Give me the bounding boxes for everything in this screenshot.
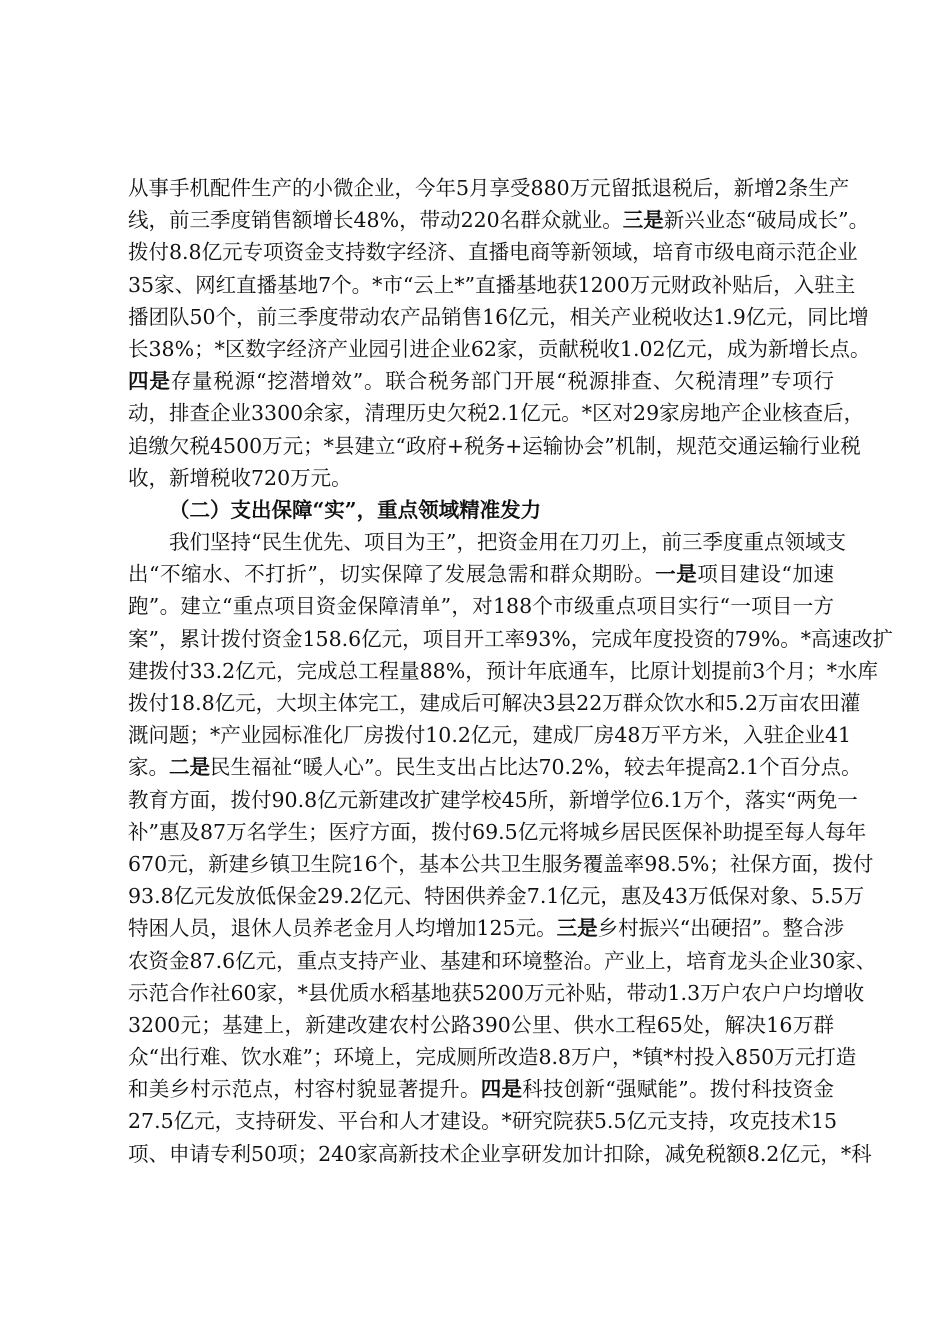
paragraph-line — [128, 558, 834, 590]
line-text: 追缴欠税4500万元；*县建立“政府+税务+运输协会”机制，规范交通运输行业税 — [128, 433, 861, 458]
line-text-after: 项目建设“加速 — [697, 562, 835, 587]
paragraph-line — [128, 301, 869, 333]
line-text: 播团队50个，前三季度带动农产品销售16亿元，相关产业税收达1.9亿元，同比增 — [128, 304, 869, 329]
paragraph-line — [128, 945, 877, 977]
paragraph-line — [128, 880, 865, 912]
paragraph-line — [128, 590, 834, 622]
line-text: 93.8亿元发放低保金29.2亿元、特困供养金7.1亿元，惠及43万低保对象、5.5万 — [128, 884, 865, 909]
line-text: 示范合作社60家，*县优质水稻基地获5200万元补贴，带动1.3万户农户户均增收 — [128, 980, 865, 1005]
line-text: 和美乡村示范点，村容村貌显著提升。 — [128, 1077, 481, 1102]
paragraph-line — [128, 719, 852, 751]
line-text: 众“出行难、饮水难”；环境上，完成厕所改造8.8万户，*镇*村投入850万元打造 — [128, 1045, 857, 1070]
line-text: 溉问题；*产业园标准化厂房拨付10.2亿元，建成厂房48万平方米，入驻企业41 — [128, 723, 852, 748]
paragraph-line — [128, 687, 861, 719]
paragraph-line — [128, 236, 858, 268]
bold-marker: 一是 — [655, 562, 698, 587]
paragraph-line — [128, 269, 856, 301]
section-heading: （二）支出保障“实”，重点领域精准发力 — [169, 497, 542, 522]
line-text: 出“不缩水、不打折”，切实保障了发展急需和群众期盼。 — [128, 562, 656, 587]
line-text: 3200元；基建上，新建改建农村公路390公里、供水工程65处，解决16万群 — [128, 1012, 834, 1037]
line-text: 项、申请专利50项；240家高新技术企业享研发加计扣除，减免税额8.2亿元，*科 — [128, 1141, 872, 1166]
line-text: 补”惠及87万名学生；医疗方面，拨付69.5亿元将城乡居民医保补助提至每人每年 — [128, 819, 867, 844]
line-text: 动，排查企业3300余家，清理历史欠税2.1亿元。*区对29家房地产企业核查后， — [128, 401, 865, 426]
line-text: 案”，累计拨付资金158.6亿元，项目开工率93%，完成年度投资的79%。*高速改扩 — [128, 626, 894, 651]
line-text: 家。 — [128, 755, 169, 780]
line-text: 从事手机配件生产的小微企业，今年5月享受880万元留抵退税后，新增2条生产 — [128, 176, 850, 200]
paragraph-line — [128, 430, 861, 462]
paragraph-line — [128, 848, 874, 880]
paragraph-line — [128, 172, 850, 204]
paragraph-line — [128, 1073, 834, 1105]
line-text: 教育方面，拨付90.8亿元新建改扩建学校45所，新增学位6.1万个，落实“两免一 — [128, 787, 858, 812]
line-text-after: 民生福祉“暖人心”。民生支出占比达70.2%，较去年提高2.1个百分点。 — [210, 755, 862, 780]
paragraph-line — [128, 204, 870, 236]
line-text: 我们坚持“民生优先、项目为王”，把资金用在刀刃上，前三季度重点领域支 — [169, 530, 846, 555]
line-text-after: 乡村振兴“出硬招”。整合涉 — [597, 916, 845, 941]
bold-marker: 三是 — [622, 208, 664, 233]
paragraph-line — [128, 623, 894, 655]
line-text: 线，前三季度销售额增长48%，带动220名群众就业。 — [128, 208, 623, 233]
paragraph-line — [128, 1138, 872, 1170]
paragraph-line — [128, 526, 846, 558]
paragraph-line — [128, 977, 865, 1009]
line-text-after: 存量税源“挖潜增效”。联合税务部门开展“税源排查、欠税清理”专项行 — [170, 369, 835, 394]
line-text: 670元，新建乡镇卫生院16个，基本公共卫生服务覆盖率98.5%；社保方面，拨付 — [128, 851, 874, 876]
paragraph-line — [128, 462, 834, 494]
paragraph-line — [128, 912, 845, 944]
paragraph-line — [128, 655, 878, 687]
line-text: 27.5亿元，支持研发、平台和人才建设。*研究院获5.5亿元支持，攻克技术15 — [128, 1109, 838, 1134]
paragraph-line — [128, 751, 862, 783]
line-text: 拨付8.8亿元专项资金支持数字经济、直播电商等新领域，培育市级电商示范企业 — [128, 240, 858, 265]
paragraph-line — [128, 1041, 857, 1073]
bold-marker: 四是 — [128, 369, 171, 394]
line-text-after: 科技创新“强赋能”。拨付科技资金 — [522, 1077, 835, 1102]
line-text: 特困人员，退休人员养老金月人均增加125元。 — [128, 916, 557, 941]
paragraph-line — [128, 784, 858, 816]
line-text: 农资金87.6亿元，重点支持产业、基建和环境整治。产业上，培育龙头企业30家、 — [128, 948, 877, 973]
bold-marker: 四是 — [480, 1077, 523, 1102]
line-text: 35家、网红直播基地7个。*市“云上*”直播基地获1200万元财政补贴后，入驻主 — [128, 272, 856, 297]
line-text: 收，新增税收720万元。 — [128, 465, 352, 490]
line-text: 跑”。建立“重点项目资金保障清单”，对188个市级重点项目实行“一项目一方 — [128, 594, 834, 619]
paragraph-line — [128, 1009, 834, 1041]
paragraph-line — [128, 365, 834, 397]
paragraph-line — [128, 397, 865, 429]
bold-marker: 二是 — [169, 755, 210, 780]
line-text: 拨付18.8亿元，大坝主体完工，建成后可解决3县22万群众饮水和5.2万亩农田灌 — [128, 691, 861, 715]
line-text-after: 新兴业态“破局成长”。 — [663, 208, 870, 233]
bold-marker: 三是 — [556, 916, 598, 941]
paragraph-line — [128, 333, 871, 365]
document-body — [128, 172, 894, 1170]
line-text: 建拨付33.2亿元，完成总工程量88%，预计年底通车，比原计划提前3个月；*水库 — [128, 658, 878, 683]
paragraph-line — [128, 816, 867, 848]
paragraph-line — [128, 1105, 838, 1137]
line-text: 长38%；*区数字经济产业园引进企业62家，贡献税收1.02亿元，成为新增长点。 — [128, 336, 871, 361]
